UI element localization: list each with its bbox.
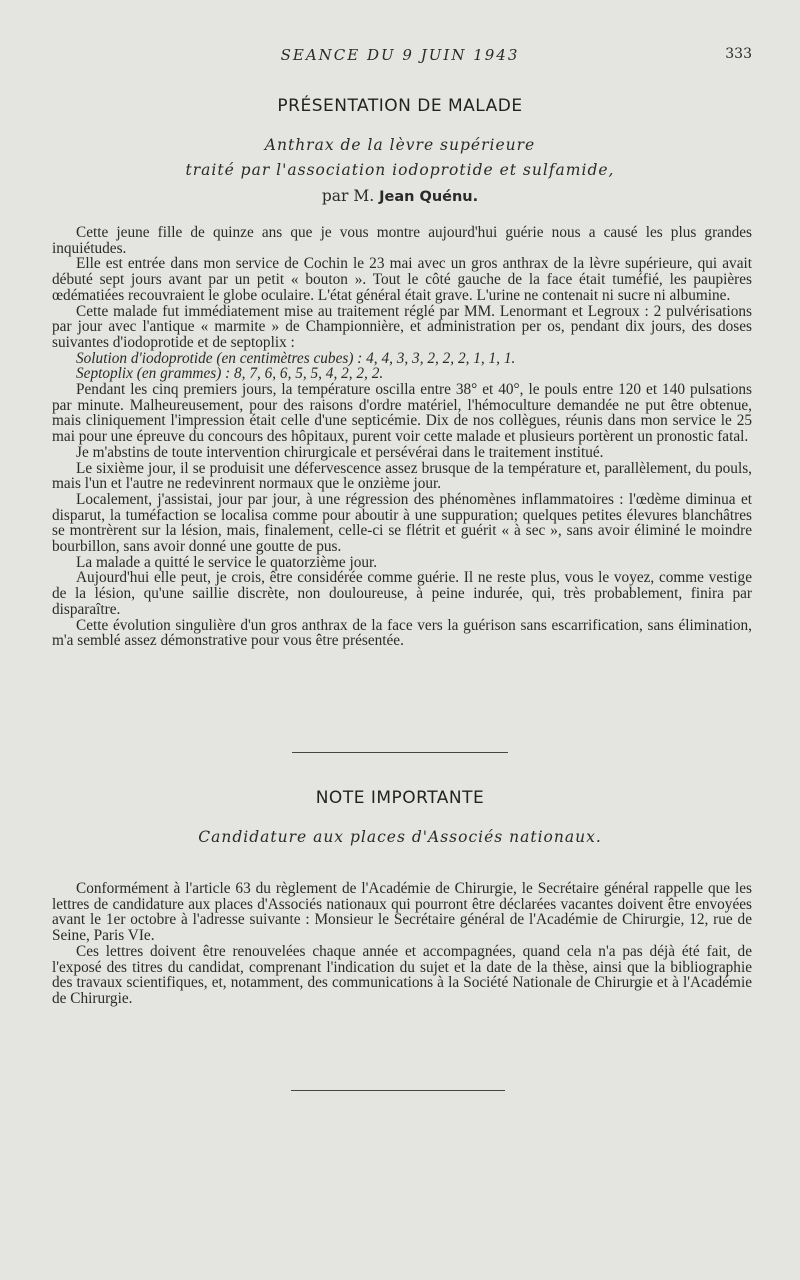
article-paragraph: Aujourd'hui elle peut, je crois, être considérée comme guérie. Il ne reste plus, vous le voyez, comme vestige de la lésion, qu'une saillie discrète, non douloureuse, à peine indurée, qui, très probablement, finira par disparaître. [52,569,752,618]
article-heading: PRÉSENTATION DE MALADE [277,96,523,116]
article-paragraph: Le sixième jour, il se produisit une défervescence assez brusque de la température et, parallèlement, du pouls, mais l'un et l'autre ne redevinrent normaux que le onzième jour. [52,459,752,493]
article-subtitle-line-1: Anthrax de la lèvre supérieure [264,136,536,154]
author-name: Jean Quénu. [379,189,479,205]
page-number: 333 [725,46,752,62]
article-paragraph: Cette malade fut immédiatement mise au traitement réglé par MM. Lenormant et Legroux : 2 pulvérisations par jour avec l'antique « marmite » de Championnière, et administration per os, pendant dix jours, des doses suivantes d'iodoprotide et de septoplix : [52,302,752,351]
section-divider [292,752,508,753]
article-paragraph: Cette évolution singulière d'un gros anthrax de la face vers la guérison sans escarrification, sans élimination, m'a semblé assez démonstrative pour vous être présentée. [52,616,752,650]
article-paragraph: Pendant les cinq premiers jours, la température oscilla entre 38° et 40°, le pouls entre 120 et 140 pulsations par minute. Malheureusement, pour des raisons d'ordre matériel, l'hémoculture demandée ne put être obtenue, mais cliniquement l'impression était celle d'une septicémie. Dix de nos collègues, réunis dans mon service le 25 mai pour une épreuve du concours des hôpitaux, purent voir cette malade et plusieurs portèrent un pronostic fatal. [52,381,752,446]
article-body [52,225,752,649]
dosage-line [52,351,752,367]
note-body [52,881,752,1007]
byline [0,187,800,205]
dosage-line [52,366,752,382]
running-head [0,46,800,66]
dosage-text: Solution d'iodoprotide (en centimètres cubes) : 4, 4, 3, 3, 2, 2, 2, 1, 1, 1. [76,349,516,367]
article-paragraph: Cette jeune fille de quinze ans que je vous montre aujourd'hui guérie nous a causé les plus grandes inquiétudes. [52,224,752,257]
dosage-text: Septoplix (en grammes) : 8, 7, 6, 6, 5, 5, 4, 2, 2, 2. [76,365,384,383]
note-subtitle: Candidature aux places d'Associés nationaux. [198,828,602,846]
end-divider [291,1090,505,1091]
note-heading: NOTE IMPORTANTE [315,788,485,808]
article-subtitle-line-2: traité par l'association iodoprotide et sulfamide, [185,161,615,179]
article-paragraph: La malade a quitté le service le quatorzième jour. [76,553,378,571]
article-paragraph: Localement, j'assistai, jour par jour, à une régression des phénomènes inflammatoires : l'œdème diminua et disparut, la tuméfaction se localisa comme pour aboutir à une suppuration; quelques petites élevures blanchâtres se montrèrent sur la lésion, mais, finalement, celle-ci se flétrit et guérit « à sec », sans avoir éliminé le moindre bourbillon, sans avoir donné une goutte de pus. [52,490,752,556]
article-paragraph: Elle est entrée dans mon service de Cochin le 23 mai avec un gros anthrax de la lèvre supérieure, qui avait débuté sept jours avant par un petit « bouton ». Tout le côté gauche de la face était tuméfié, les paupières œdématiées recouvraient le globe oculaire. L'état général était grave. L'urine ne contenait ni sucre ni albumine. [52,255,752,304]
article-paragraph: Je m'abstins de toute intervention chirurgicale et persévérai dans le traitement institué. [76,443,604,461]
note-paragraph: Ces lettres doivent être renouvelées chaque année et accompagnées, quand cela n'a pas déjà été fait, de l'exposé des titres du candidat, comprenant l'indication du sujet et la date de la thèse, ainsi que la bibliographie des travaux scientifiques, et, notamment, des communications à la Société Nationale de Chirurgie et à l'Académie de Chirurgie. [52,942,752,1007]
running-title: SEANCE DU 9 JUIN 1943 [280,46,520,64]
byline-prefix: par M. [321,187,375,205]
note-paragraph: Conformément à l'article 63 du règlement de l'Académie de Chirurgie, le Secrétaire général rappelle que les lettres de candidature aux places d'Associés nationaux qui pourront être déclarées vacantes doivent être envoyées avant le 1er octobre à l'adresse suivante : Monsieur le Secrétaire général de l'Académie de Chirurgie, 12, rue de Seine, Paris VIe. [52,880,752,945]
